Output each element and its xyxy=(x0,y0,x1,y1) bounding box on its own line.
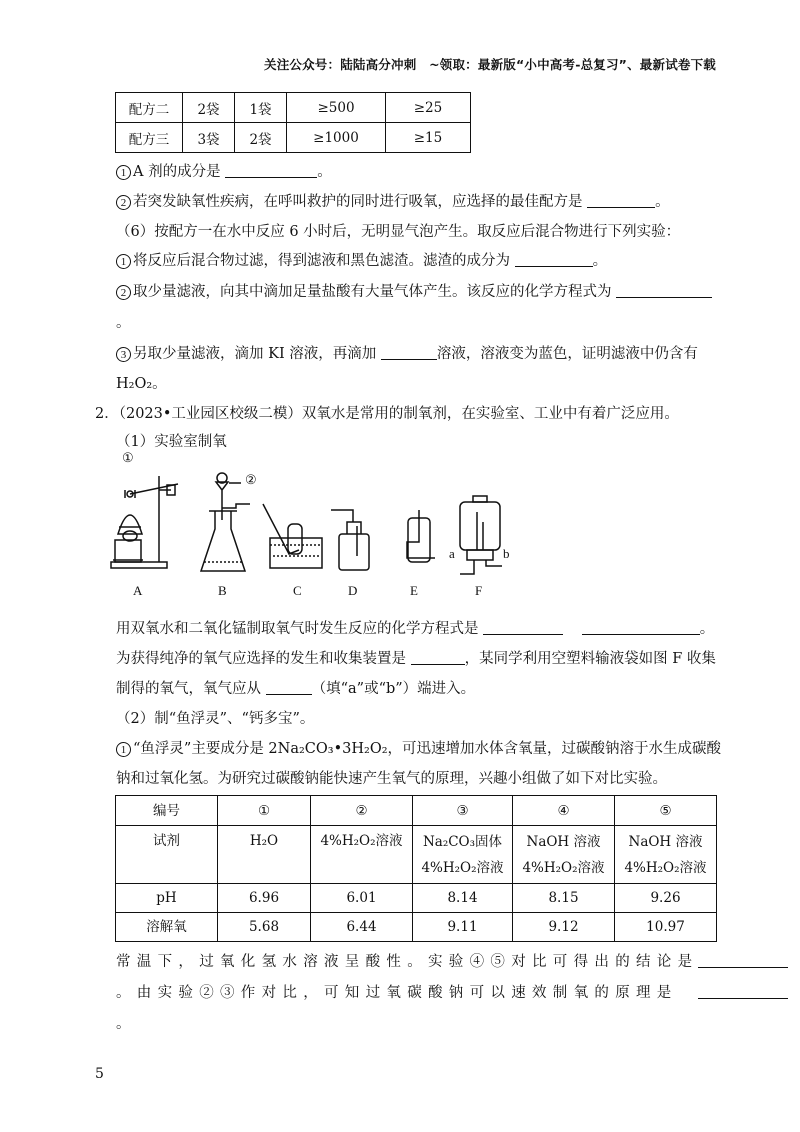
table-row: 配方二 2袋 1袋 ≥500 ≥25 xyxy=(116,93,471,123)
label-b: B xyxy=(218,583,227,598)
q2-line-4: 1 “鱼浮灵”主要成分是 2Na₂CO₃•3H₂O₂，可迅速增加水体含氧量，过碳酸钠溶于水生成碳酸 xyxy=(116,737,721,758)
mark-b: b xyxy=(503,546,510,561)
q5-line-2: 2 若突发缺氧性疾病，在呼叫救护的同时进行吸氧，应选择的最佳配方是 。 xyxy=(116,190,670,211)
experiment-table xyxy=(115,795,717,942)
q2-line-6: 常温下，过氧化氢水溶液呈酸性。实验④⑤对比可得出的结论是 xyxy=(116,954,699,970)
q2-line-7: 。由实验②③作对比，可知过氧碳酸钠可以速效制氧的原理是 xyxy=(116,985,678,1001)
q6-intro: （6）按配方一在水中反应 6 小时后，无明显气泡产生。取反应后混合物进行下列实验： xyxy=(116,224,681,240)
answer-blank[interactable] xyxy=(698,953,788,968)
answer-blank[interactable] xyxy=(698,984,788,999)
answer-blank[interactable] xyxy=(411,650,465,665)
q2-line-5: 钠和过氧化氢。为研究过碳酸钠能快速产生氧气的原理，兴趣小组做了如下对比实验。 xyxy=(116,771,667,787)
lab-apparatus-figure xyxy=(105,452,525,602)
mark-2: ② xyxy=(245,472,257,487)
answer-blank[interactable] xyxy=(587,193,655,208)
table-row: pH 6.96 6.01 8.14 8.15 9.26 xyxy=(116,884,717,913)
q5-line-1: 1 A 剂的成分是 。 xyxy=(116,160,332,181)
table-row: 溶解氧 5.68 6.44 9.11 9.12 10.97 xyxy=(116,913,717,942)
q2-line-2: 为获得纯净的氧气应选择的发生和收集装置是 ，某同学利用空塑料输液袋如图 F 收集 xyxy=(116,651,716,667)
label-e: E xyxy=(410,583,418,598)
q2-line-1: 用双氧水和二氧化锰制取氧气时发生反应的化学方程式是 。 xyxy=(116,621,715,637)
table-row: 编号 ① ② ③ ④ ⑤ xyxy=(116,796,717,826)
q2-line-3: 制得的氧气，氧气应从 （填“a”或“b”）端进入。 xyxy=(116,681,476,697)
q2-sub2: （2）制“鱼浮灵”、“钙多宝”。 xyxy=(116,711,315,727)
q6-line-2: 2 取少量滤液，向其中滴加足量盐酸有大量气体产生。该反应的化学方程式为 xyxy=(116,280,712,301)
table-row: 配方三 3袋 2袋 ≥1000 ≥15 xyxy=(116,123,471,153)
q6-line-4: H₂O₂。 xyxy=(116,376,167,392)
q2-sub1: （1）实验室制氧 xyxy=(116,434,227,450)
formula-table xyxy=(115,92,471,153)
answer-blank[interactable] xyxy=(483,620,563,635)
table-row: 试剂 H₂O 4%H₂O₂溶液 Na₂CO₃固体 4%H₂O₂溶液 NaOH 溶液 4%H₂O₂溶液 NaOH 溶液 4%H₂O₂溶液 xyxy=(116,826,717,884)
q6-line-3: 3 另取少量滤液，滴加 KI 溶液，再滴加 溶液，溶液变为蓝色，证明滤液中仍含有 xyxy=(116,342,698,363)
page-header: 关注公众号：陆陆高分冲刺 ~领取：最新版“小中高考-总复习”、最新试卷下载 xyxy=(264,57,716,72)
q6-line-1: 1 将反应后混合物过滤，得到滤液和黑色滤渣。滤渣的成分为 。 xyxy=(116,249,607,270)
answer-blank[interactable] xyxy=(381,345,437,360)
label-d: D xyxy=(348,583,358,598)
q2-title: 2．（2023•工业园区校级二模）双氧水是常用的制氧剂，在实验室、工业中有着广泛应用。 xyxy=(95,406,679,422)
answer-blank[interactable] xyxy=(515,252,593,267)
mark-a: a xyxy=(449,546,455,561)
page-number: 5 xyxy=(95,1066,104,1082)
answer-blank[interactable] xyxy=(616,283,712,298)
label-a: A xyxy=(133,583,143,598)
answer-blank[interactable] xyxy=(225,163,317,178)
mark-1: ① xyxy=(122,452,134,465)
label-c: C xyxy=(293,583,302,598)
answer-blank[interactable] xyxy=(266,680,312,695)
answer-blank[interactable] xyxy=(582,620,700,635)
label-f: F xyxy=(475,583,483,598)
